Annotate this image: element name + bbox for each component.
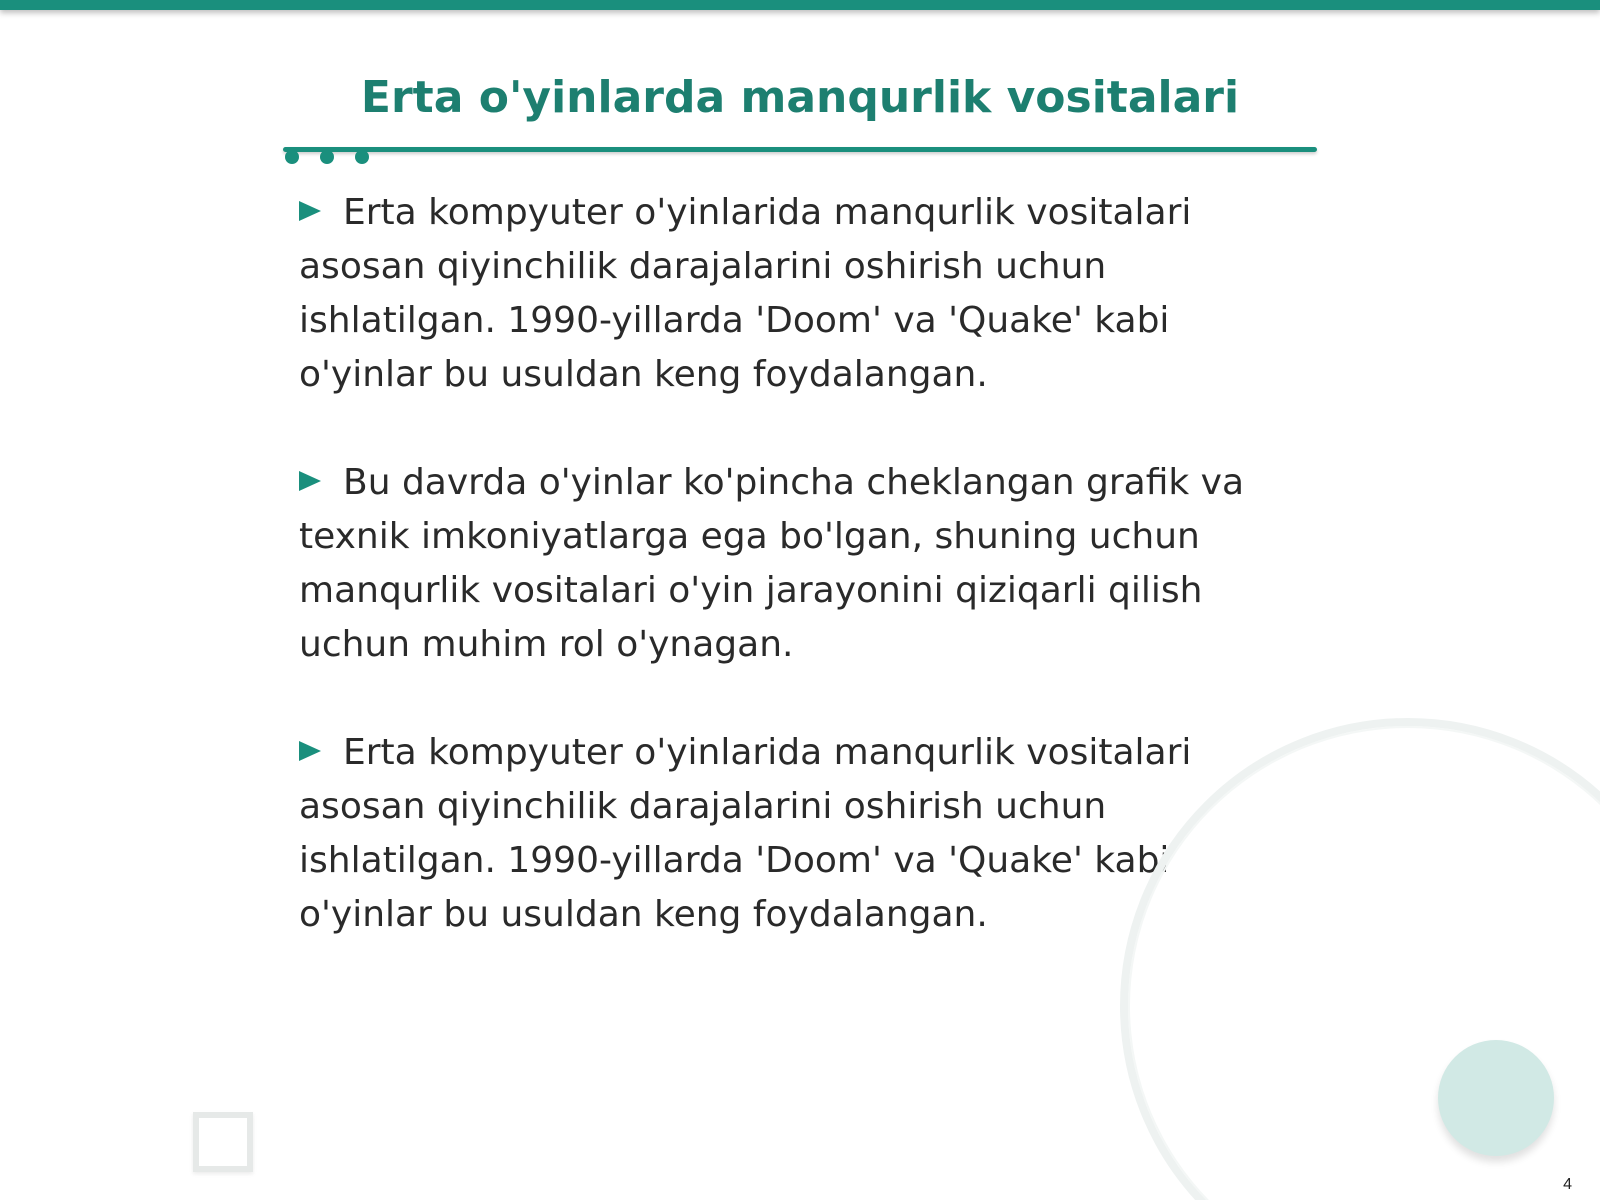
bullet-item <box>299 456 1259 672</box>
decor-square <box>193 1112 253 1172</box>
decor-small-circle <box>1438 1040 1554 1156</box>
triangle-right-icon <box>299 201 321 221</box>
triangle-right-icon <box>299 471 321 491</box>
bullet-item <box>299 726 1259 942</box>
decor-dot <box>320 150 334 164</box>
decor-dot <box>285 150 299 164</box>
triangle-right-icon <box>299 741 321 761</box>
bullet-text: Erta kompyuter o'yinlarida manqurlik vositalari asosan qiyinchilik darajalarini oshirish uchun ishlatilgan. 1990-yillarda 'Doom' va 'Quake' kabi o'yinlar bu usuldan keng foydalangan. <box>299 192 1192 395</box>
decor-dot <box>355 150 369 164</box>
title-underline <box>283 147 1317 152</box>
bullet-text: Bu davrda o'yinlar ko'pincha cheklangan grafik va texnik imkoniyatlarga ega bo'lgan, shuning uchun manqurlik vositalari o'yin jarayonini qiziqarli qilish uchun muhim rol o'ynagan. <box>299 462 1245 665</box>
bullet-text: Erta kompyuter o'yinlarida manqurlik vositalari asosan qiyinchilik darajalarini oshirish uchun ishlatilgan. 1990-yillarda 'Doom' va 'Quake' kabi o'yinlar bu usuldan keng foydalangan. <box>299 732 1192 935</box>
top-accent-bar <box>0 0 1600 10</box>
bullet-list <box>299 186 1259 996</box>
page-number: 4 <box>1563 1176 1572 1193</box>
bullet-item <box>299 186 1259 402</box>
slide-title: Erta o'yinlarda manqurlik vositalari <box>360 72 1240 123</box>
